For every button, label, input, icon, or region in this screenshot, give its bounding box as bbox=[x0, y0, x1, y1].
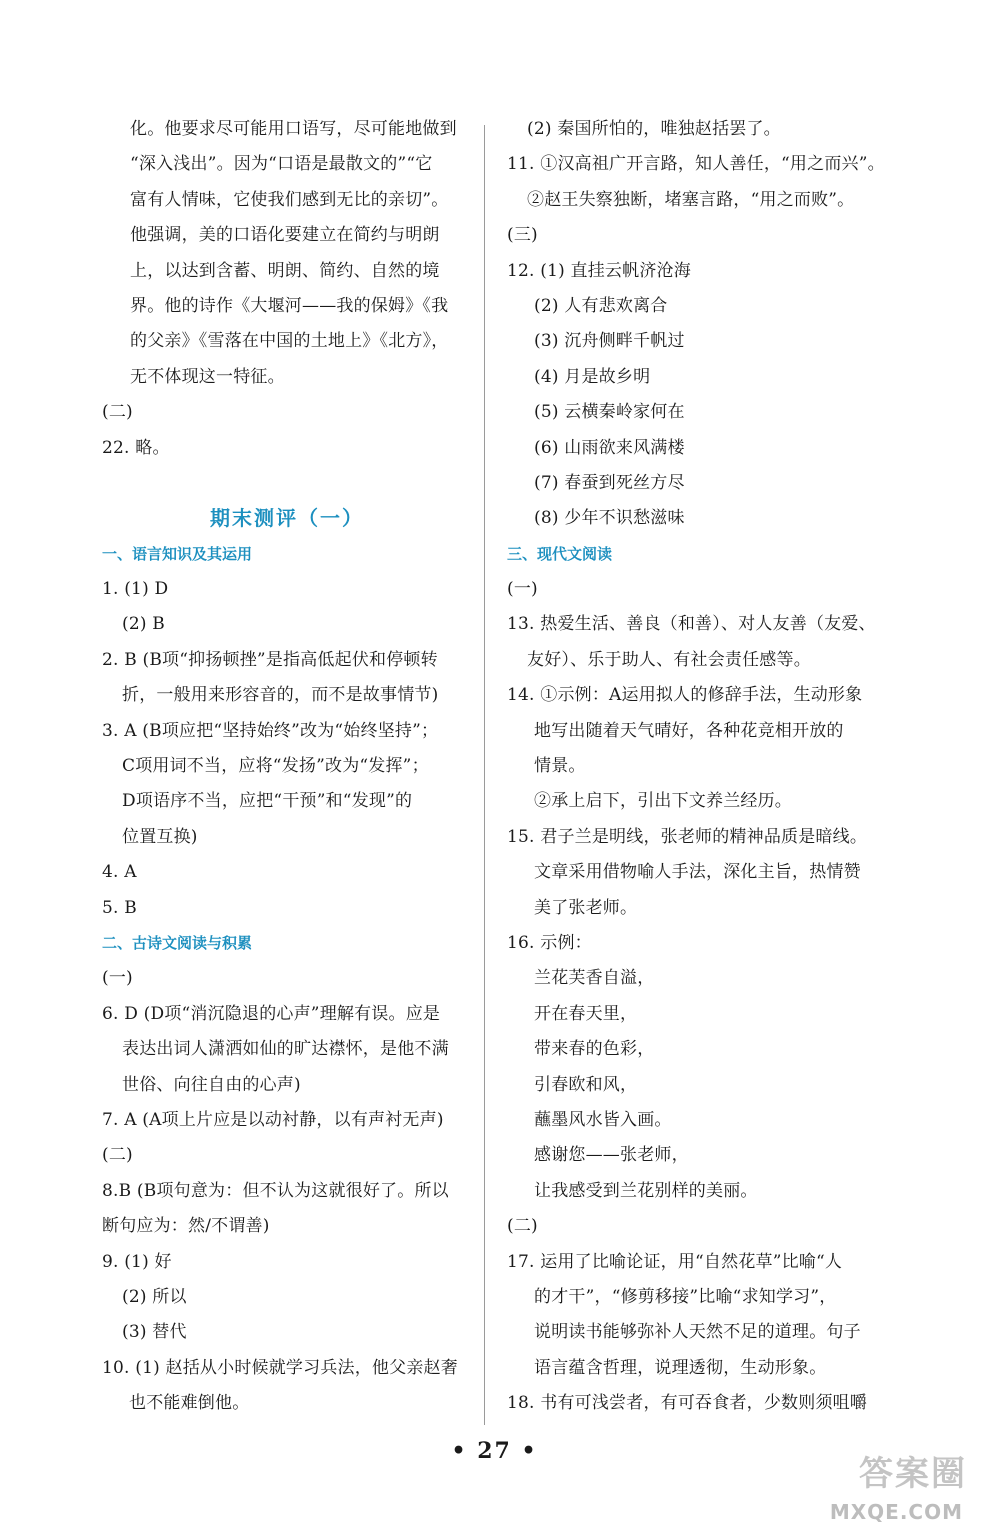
answer-17-cont: 语言蕴含哲理，说理透彻，生动形象。 bbox=[534, 1357, 827, 1378]
answer-15: 15. 君子兰是明线，张老师的精神品质是暗线。 bbox=[507, 826, 868, 847]
text-line: 他强调，美的口语化要建立在简约与明朗 bbox=[130, 225, 440, 246]
answer-9-3: (3) 替代 bbox=[122, 1322, 187, 1343]
watermark-url: MXQE.COM bbox=[829, 1500, 963, 1524]
answer-2: 2. B (B项“抑扬顿挫”是指高低起伏和停顿转 bbox=[102, 649, 438, 670]
poem-line: 开在春天里， bbox=[534, 1003, 638, 1024]
answer-3: 3. A (B项应把“坚持始终”改为“始终坚持”； bbox=[102, 720, 439, 741]
poem-line: 让我感受到兰花别样的美丽。 bbox=[534, 1180, 758, 1201]
answer-3-cont: C项用词不当，应将“发扬”改为“发挥”； bbox=[122, 756, 429, 777]
text-line: 上，以达到含蓄、明朗、简约、自然的境 bbox=[130, 260, 440, 281]
answer-10-2: (2) 秦国所怕的，唯独赵括罢了。 bbox=[527, 119, 781, 139]
answer-12: 12. (1) 直挂云帆济沧海 bbox=[507, 260, 691, 281]
answer-6-cont: 表达出词人潇洒如仙的旷达襟怀，是他不满 bbox=[122, 1039, 449, 1060]
text-line: 化。他要求尽可能用口语写，尽可能地做到 bbox=[130, 119, 457, 139]
answer-12-item: (7) 春蚕到死丝方尽 bbox=[534, 472, 685, 493]
answer-1: 1. (1) D bbox=[102, 579, 169, 600]
answer-17: 17. 运用了比喻论证，用“自然花草”比喻“人 bbox=[507, 1251, 843, 1272]
left-column bbox=[102, 112, 472, 1421]
answer-6: 6. D (D项“消沉隐退的心声”理解有误。应是 bbox=[102, 1003, 441, 1024]
answer-14-cont: ②承上启下，引出下文养兰经历。 bbox=[534, 791, 792, 812]
answer-1-2: (2) B bbox=[122, 614, 165, 635]
chapter-title: 期末测评（一） bbox=[210, 506, 364, 531]
answer-15-cont: 美了张老师。 bbox=[534, 897, 638, 918]
answer-8: 8.B (B项句意为：但不认为这就很好了。所以 bbox=[102, 1180, 449, 1201]
answer-11: 11. ①汉高祖广开言路，知人善任，“用之而兴”。 bbox=[507, 154, 885, 175]
answer-9: 9. (1) 好 bbox=[102, 1251, 172, 1272]
text-line: 富有人情味，它使我们感到无比的亲切”。 bbox=[130, 189, 449, 210]
answer-13: 13. 热爱生活、善良（和善）、对人友善（友爱、 bbox=[507, 614, 876, 635]
answer-3-cont: 位置互换) bbox=[122, 826, 198, 847]
poem-line: 蘸墨风水皆入画。 bbox=[534, 1109, 672, 1130]
poem-line: 感谢您——张老师， bbox=[534, 1145, 689, 1166]
text-line: 无不体现这一特征。 bbox=[130, 366, 285, 387]
poem-line: 带来春的色彩， bbox=[534, 1039, 655, 1060]
answer-12-item: (6) 山雨欲来风满楼 bbox=[534, 437, 685, 458]
answer-6-cont: 世俗、向往自由的心声) bbox=[122, 1074, 301, 1095]
answer-12-item: (3) 沉舟侧畔千帆过 bbox=[534, 331, 685, 352]
answer-17-cont: 的才干”，“修剪移接”比喻“求知学习”， bbox=[534, 1286, 837, 1307]
poem-line: 兰花芙香自溢， bbox=[534, 968, 655, 989]
text-line: 界。他的诗作《大堰河——我的保姆》《我 bbox=[130, 295, 449, 316]
subsection-label: (一) bbox=[507, 579, 538, 600]
answer-2-cont: 折，一般用来形容音的，而不是故事情节) bbox=[122, 685, 439, 706]
answer-12-item: (5) 云横秦岭家何在 bbox=[534, 402, 685, 423]
text-line: “深入浅出”。因为“口语是最散文的”“它 bbox=[130, 154, 433, 175]
answer-14-cont: 情景。 bbox=[534, 756, 586, 777]
answer-10-cont: 也不能难倒他。 bbox=[129, 1393, 250, 1414]
answer-12-item: (2) 人有悲欢离合 bbox=[534, 295, 668, 316]
answer-14-cont: 地写出随着天气晴好，各种花竞相开放的 bbox=[534, 720, 844, 741]
answer-22: 22. 略。 bbox=[102, 437, 170, 458]
section-title: 三、现代文阅读 bbox=[507, 544, 613, 563]
watermark-text: 答案圈 bbox=[859, 1454, 967, 1494]
answer-12-item: (4) 月是故乡明 bbox=[534, 366, 651, 387]
text-line: 的父亲》《雪落在中国的土地上》《北方》， bbox=[130, 331, 449, 352]
section-title: 一、语言知识及其运用 bbox=[102, 544, 253, 563]
answer-10: 10. (1) 赵括从小时候就学习兵法，他父亲赵奢 bbox=[102, 1357, 458, 1378]
answer-12-item: (8) 少年不识愁滋味 bbox=[534, 508, 685, 529]
answer-14: 14. ①示例：A运用拟人的修辞手法，生动形象 bbox=[507, 685, 863, 706]
subsection-label: (三) bbox=[507, 225, 538, 246]
page-number: • 27 • bbox=[451, 1438, 538, 1464]
answer-7: 7. A (A项上片应是以动衬静，以有声衬无声) bbox=[102, 1109, 444, 1130]
answer-9-2: (2) 所以 bbox=[122, 1286, 187, 1307]
section-title: 二、古诗文阅读与积累 bbox=[102, 933, 253, 952]
column-divider bbox=[484, 125, 485, 1425]
answer-18: 18. 书有可浅尝者，有可吞食者，少数则须咀嚼 bbox=[507, 1393, 868, 1414]
subsection-label: (一) bbox=[102, 968, 133, 989]
subsection-label: (二) bbox=[102, 402, 133, 423]
answer-5: 5. B bbox=[102, 897, 137, 918]
subsection-label: (二) bbox=[507, 1216, 538, 1237]
answer-13-cont: 友好）、乐于助人、有社会责任感等。 bbox=[527, 649, 811, 670]
answer-16: 16. 示例： bbox=[507, 932, 592, 953]
poem-line: 引春欧和风， bbox=[534, 1074, 638, 1095]
answer-17-cont: 说明读书能够弥补人天然不足的道理。句子 bbox=[534, 1322, 861, 1343]
answer-8-cont: 断句应为：然/不谓善) bbox=[102, 1216, 270, 1237]
answer-3-cont: D项语序不当，应把“干预”和“发现”的 bbox=[122, 791, 413, 812]
subsection-label: (二) bbox=[102, 1145, 133, 1166]
answer-4: 4. A bbox=[102, 862, 137, 883]
answer-11-cont: ②赵王失察独断，堵塞言路，“用之而败”。 bbox=[527, 189, 855, 210]
answer-15-cont: 文章采用借物喻人手法，深化主旨，热情赞 bbox=[534, 862, 861, 883]
watermark-logo bbox=[807, 1446, 967, 1524]
right-column bbox=[507, 112, 885, 1421]
